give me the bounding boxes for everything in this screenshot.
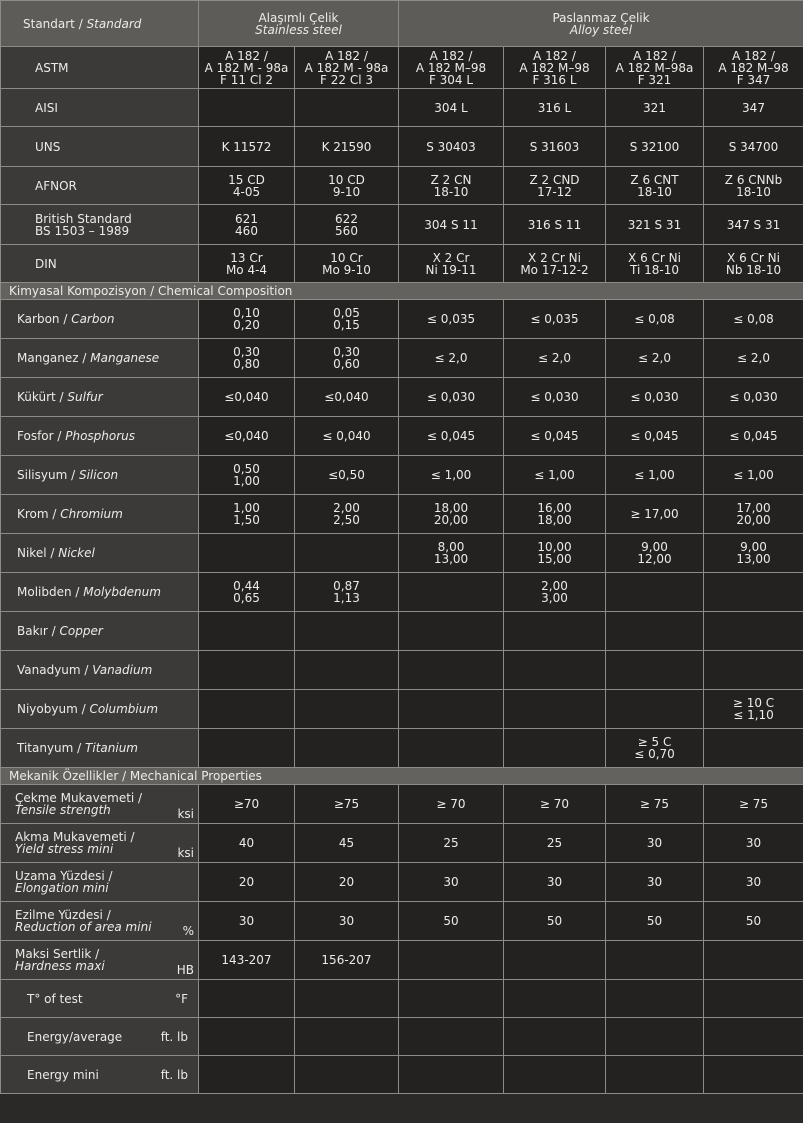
chemical-row <box>1 300 803 339</box>
value-cell: 316 L <box>504 89 606 127</box>
value-cell: 621 460 <box>199 205 295 245</box>
group2-title: Paslanmaz Çelik <box>552 10 650 25</box>
value-cell <box>504 612 606 651</box>
value-cell: 16,00 18,00 <box>504 495 606 534</box>
value-cell: ≤ 2,0 <box>606 339 704 378</box>
standard-row <box>1 89 803 127</box>
value-cell: ≤ 0,045 <box>704 417 803 456</box>
value-cell: 0,87 1,13 <box>295 573 399 612</box>
value-cell: 50 <box>399 902 504 941</box>
value-cell: S 31603 <box>504 127 606 167</box>
element-label: Bakır / Copper <box>1 612 199 651</box>
value-cell <box>704 729 803 768</box>
section-title: Kimyasal Kompozisyon / Chemical Composition <box>1 283 803 300</box>
value-cell: X 6 Cr Ni Ti 18-10 <box>606 245 704 283</box>
value-cell: 45 <box>295 824 399 863</box>
value-cell: S 32100 <box>606 127 704 167</box>
value-cell <box>504 980 606 1018</box>
element-name-tr: Kükürt <box>17 390 56 404</box>
test-name: T° of test <box>27 991 83 1006</box>
test-unit: ft. lb <box>160 1029 188 1044</box>
element-name-en: Vanadium <box>92 663 153 677</box>
value-cell: A 182 / A 182 M–98 F 316 L <box>504 47 606 89</box>
value-cell: ≤ 0,045 <box>606 417 704 456</box>
element-name-tr: Fosfor <box>17 429 54 443</box>
element-name-en: Sulfur <box>67 390 103 404</box>
value-cell: 0,05 0,15 <box>295 300 399 339</box>
mechanical-row <box>1 863 803 902</box>
value-cell: ≥ 5 C ≤ 0,70 <box>606 729 704 768</box>
value-cell <box>199 534 295 573</box>
value-cell: ≤ 1,00 <box>704 456 803 495</box>
value-cell <box>199 651 295 690</box>
value-cell: ≤0,50 <box>295 456 399 495</box>
standard-name: DIN <box>1 245 199 283</box>
value-cell: 304 L <box>399 89 504 127</box>
value-cell: ≤ 1,00 <box>606 456 704 495</box>
value-cell: 0,30 0,60 <box>295 339 399 378</box>
value-cell: 0,30 0,80 <box>199 339 295 378</box>
value-cell <box>199 690 295 729</box>
value-cell: K 11572 <box>199 127 295 167</box>
mechanical-row <box>1 785 803 824</box>
value-cell <box>704 980 803 1018</box>
value-cell: A 182 / A 182 M–98 F 347 <box>704 47 803 89</box>
value-cell <box>295 89 399 127</box>
value-cell: 30 <box>295 902 399 941</box>
element-name-en: Chromium <box>60 507 123 521</box>
value-cell: ≥75 <box>295 785 399 824</box>
value-cell: A 182 / A 182 M–98a F 321 <box>606 47 704 89</box>
standard-label-en: Standard <box>86 16 142 31</box>
group1-title: Alaşımlı Çelik <box>258 10 339 25</box>
value-cell <box>704 651 803 690</box>
value-cell: 9,00 12,00 <box>606 534 704 573</box>
chemical-row <box>1 534 803 573</box>
value-cell: ≤ 0,035 <box>399 300 504 339</box>
value-cell: 20 <box>199 863 295 902</box>
property-label <box>1 902 199 941</box>
test-unit: ft. lb <box>160 1067 188 1082</box>
element-name-en: Titanium <box>85 741 138 755</box>
value-cell: 30 <box>704 863 803 902</box>
value-cell: 30 <box>199 902 295 941</box>
value-cell: 30 <box>606 863 704 902</box>
chemical-row <box>1 417 803 456</box>
value-cell: 1,00 1,50 <box>199 495 295 534</box>
value-cell <box>199 980 295 1018</box>
value-cell: ≤ 0,030 <box>504 378 606 417</box>
chemical-row <box>1 573 803 612</box>
value-cell: 25 <box>504 824 606 863</box>
element-name-tr: Bakır <box>17 624 48 638</box>
value-cell: A 182 / A 182 M - 98a F 11 Cl 2 <box>199 47 295 89</box>
value-cell <box>704 1018 803 1056</box>
value-cell: ≤ 1,00 <box>504 456 606 495</box>
value-cell <box>504 1018 606 1056</box>
standard-name: ASTM <box>1 47 199 89</box>
value-cell: ≤ 2,0 <box>399 339 504 378</box>
value-cell <box>504 1056 606 1094</box>
element-name-en: Columbium <box>89 702 159 716</box>
standard-name: UNS <box>1 127 199 167</box>
standard-row <box>1 205 803 245</box>
value-cell: K 21590 <box>295 127 399 167</box>
value-cell: 2,00 3,00 <box>504 573 606 612</box>
property-unit: ksi <box>177 807 194 821</box>
element-name-tr: Vanadyum <box>17 663 81 677</box>
value-cell: Z 2 CN 18-10 <box>399 167 504 205</box>
element-label: Fosfor / Phosphorus <box>1 417 199 456</box>
element-name-en: Silicon <box>78 468 119 482</box>
element-name-tr: Karbon <box>17 312 60 326</box>
value-cell <box>504 729 606 768</box>
value-cell: 321 <box>606 89 704 127</box>
value-cell <box>199 89 295 127</box>
value-cell: ≥ 70 <box>399 785 504 824</box>
value-cell: X 2 Cr Ni Mo 17-12-2 <box>504 245 606 283</box>
standard-row <box>1 47 803 89</box>
value-cell: ≥ 10 C ≤ 1,10 <box>704 690 803 729</box>
value-cell: 30 <box>606 824 704 863</box>
value-cell <box>606 612 704 651</box>
value-cell: ≤ 0,045 <box>504 417 606 456</box>
element-name-tr: Niyobyum <box>17 702 78 716</box>
value-cell <box>399 729 504 768</box>
property-name-en: Reduction of area mini <box>15 920 152 934</box>
element-name-en: Carbon <box>71 312 115 326</box>
value-cell: 20 <box>295 863 399 902</box>
property-name-tr: Akma Mukavemeti / <box>15 830 135 844</box>
value-cell <box>295 1056 399 1094</box>
test-row <box>1 1056 803 1094</box>
group2-subtitle: Alloy steel <box>569 22 633 37</box>
section-header <box>1 283 803 300</box>
value-cell: ≤ 0,040 <box>295 417 399 456</box>
element-label: Niyobyum / Columbium <box>1 690 199 729</box>
element-label: Karbon / Carbon <box>1 300 199 339</box>
value-cell <box>295 690 399 729</box>
property-label <box>1 941 199 980</box>
value-cell <box>199 1056 295 1094</box>
test-row <box>1 1018 803 1056</box>
element-name-tr: Nikel <box>17 546 47 560</box>
value-cell: A 182 / A 182 M–98 F 304 L <box>399 47 504 89</box>
test-row <box>1 980 803 1018</box>
chemical-row <box>1 495 803 534</box>
chemical-row <box>1 690 803 729</box>
element-name-en: Molybdenum <box>83 585 161 599</box>
value-cell: 316 S 11 <box>504 205 606 245</box>
group1-subtitle: Stainless steel <box>255 22 342 37</box>
property-name-en: Yield stress mini <box>15 842 114 856</box>
element-label: Kükürt / Sulfur <box>1 378 199 417</box>
section-header <box>1 768 803 785</box>
value-cell: 10,00 15,00 <box>504 534 606 573</box>
value-cell: ≤ 0,030 <box>704 378 803 417</box>
value-cell <box>704 1056 803 1094</box>
value-cell <box>704 612 803 651</box>
value-cell: 0,50 1,00 <box>199 456 295 495</box>
value-cell <box>295 729 399 768</box>
property-unit: % <box>182 924 194 938</box>
header-row <box>1 1 803 47</box>
element-label: Molibden / Molybdenum <box>1 573 199 612</box>
value-cell: ≤ 0,030 <box>399 378 504 417</box>
value-cell: ≤ 2,0 <box>704 339 803 378</box>
value-cell: ≥ 75 <box>704 785 803 824</box>
value-cell <box>606 651 704 690</box>
property-name-en: Elongation mini <box>15 881 109 895</box>
element-label: Silisyum / Silicon <box>1 456 199 495</box>
value-cell <box>295 980 399 1018</box>
chemical-row <box>1 339 803 378</box>
property-label <box>1 785 199 824</box>
value-cell <box>199 729 295 768</box>
value-cell: S 30403 <box>399 127 504 167</box>
property-name-tr: Uzama Yüzdesi / <box>15 869 113 883</box>
element-label: Nikel / Nickel <box>1 534 199 573</box>
group1-header <box>199 1 399 47</box>
value-cell: 10 CD 9-10 <box>295 167 399 205</box>
property-name-en: Tensile strength <box>15 803 111 817</box>
mechanical-row <box>1 824 803 863</box>
element-name-tr: Krom <box>17 507 49 521</box>
property-name-tr: Maksi Sertlik / <box>15 947 100 961</box>
value-cell: 0,44 0,65 <box>199 573 295 612</box>
element-label: Titanyum / Titanium <box>1 729 199 768</box>
value-cell: ≤ 0,035 <box>504 300 606 339</box>
element-name-en: Manganese <box>90 351 160 365</box>
value-cell: 30 <box>504 863 606 902</box>
element-name-en: Phosphorus <box>65 429 136 443</box>
value-cell: ≤0,040 <box>199 417 295 456</box>
value-cell: 50 <box>704 902 803 941</box>
value-cell: 321 S 31 <box>606 205 704 245</box>
value-cell: 143-207 <box>199 941 295 980</box>
standard-row <box>1 127 803 167</box>
value-cell: 50 <box>606 902 704 941</box>
value-cell <box>606 1018 704 1056</box>
value-cell <box>295 651 399 690</box>
value-cell: 9,00 13,00 <box>704 534 803 573</box>
value-cell: 304 S 11 <box>399 205 504 245</box>
standard-label: Standart <box>23 16 75 31</box>
element-name-en: Nickel <box>58 546 95 560</box>
element-name-en: Copper <box>59 624 103 638</box>
property-label <box>1 863 199 902</box>
element-label: Krom / Chromium <box>1 495 199 534</box>
standard-row <box>1 167 803 205</box>
property-name-en: Hardness maxi <box>15 959 105 973</box>
value-cell <box>199 612 295 651</box>
value-cell: 2,00 2,50 <box>295 495 399 534</box>
value-cell <box>199 1018 295 1056</box>
value-cell: Z 6 CNNb 18-10 <box>704 167 803 205</box>
value-cell <box>399 573 504 612</box>
value-cell <box>399 980 504 1018</box>
value-cell: 30 <box>399 863 504 902</box>
test-unit: °F <box>175 991 188 1006</box>
value-cell <box>399 690 504 729</box>
value-cell: 8,00 13,00 <box>399 534 504 573</box>
element-name-tr: Silisyum <box>17 468 68 482</box>
value-cell <box>606 573 704 612</box>
value-cell <box>504 941 606 980</box>
value-cell: ≥ 75 <box>606 785 704 824</box>
test-label <box>1 980 199 1018</box>
standard-header: Standart / Standard <box>1 1 199 47</box>
value-cell: ≤ 0,030 <box>606 378 704 417</box>
standard-name: British Standard BS 1503 – 1989 <box>1 205 199 245</box>
value-cell <box>399 651 504 690</box>
value-cell <box>704 573 803 612</box>
chemical-row <box>1 612 803 651</box>
element-label: Vanadyum / Vanadium <box>1 651 199 690</box>
value-cell <box>399 612 504 651</box>
value-cell <box>606 980 704 1018</box>
value-cell: 13 Cr Mo 4-4 <box>199 245 295 283</box>
value-cell <box>295 612 399 651</box>
value-cell: 25 <box>399 824 504 863</box>
value-cell: ≤ 0,08 <box>704 300 803 339</box>
element-name-tr: Manganez <box>17 351 79 365</box>
value-cell <box>295 1018 399 1056</box>
value-cell: 347 <box>704 89 803 127</box>
test-name: Energy/average <box>27 1029 123 1044</box>
property-name-tr: Çekme Mukavemeti / <box>15 791 143 805</box>
value-cell: X 2 Cr Ni 19-11 <box>399 245 504 283</box>
value-cell: ≤ 0,045 <box>399 417 504 456</box>
value-cell: S 34700 <box>704 127 803 167</box>
value-cell <box>606 941 704 980</box>
property-unit: HB <box>176 963 194 977</box>
standard-name: AFNOR <box>1 167 199 205</box>
value-cell: A 182 / A 182 M - 98a F 22 Cl 3 <box>295 47 399 89</box>
value-cell <box>295 534 399 573</box>
value-cell: ≥ 70 <box>504 785 606 824</box>
value-cell: 18,00 20,00 <box>399 495 504 534</box>
value-cell: ≤ 2,0 <box>504 339 606 378</box>
value-cell: ≥70 <box>199 785 295 824</box>
property-label <box>1 824 199 863</box>
value-cell: 15 CD 4-05 <box>199 167 295 205</box>
value-cell: Z 6 CNT 18-10 <box>606 167 704 205</box>
property-unit: ksi <box>177 846 194 860</box>
value-cell <box>399 1056 504 1094</box>
value-cell: 10 Cr Mo 9-10 <box>295 245 399 283</box>
element-name-tr: Titanyum <box>17 741 74 755</box>
element-name-tr: Molibden <box>17 585 72 599</box>
property-name-tr: Ezilme Yüzdesi / <box>15 908 111 922</box>
chemical-row <box>1 729 803 768</box>
value-cell <box>399 1018 504 1056</box>
value-cell <box>704 941 803 980</box>
test-label <box>1 1056 199 1094</box>
value-cell: X 6 Cr Ni Nb 18-10 <box>704 245 803 283</box>
test-name: Energy mini <box>27 1067 99 1082</box>
value-cell <box>606 1056 704 1094</box>
value-cell <box>504 651 606 690</box>
value-cell: Z 2 CND 17-12 <box>504 167 606 205</box>
element-label: Manganez / Manganese <box>1 339 199 378</box>
value-cell: ≤0,040 <box>295 378 399 417</box>
chemical-row <box>1 378 803 417</box>
standard-row <box>1 245 803 283</box>
value-cell: 156-207 <box>295 941 399 980</box>
value-cell: 30 <box>704 824 803 863</box>
value-cell: ≤0,040 <box>199 378 295 417</box>
value-cell: 17,00 20,00 <box>704 495 803 534</box>
value-cell: ≤ 0,08 <box>606 300 704 339</box>
value-cell: ≤ 1,00 <box>399 456 504 495</box>
group2-header <box>399 1 803 47</box>
standard-name: AISI <box>1 89 199 127</box>
chemical-row <box>1 456 803 495</box>
value-cell: ≥ 17,00 <box>606 495 704 534</box>
value-cell <box>399 941 504 980</box>
mechanical-row <box>1 902 803 941</box>
section-title: Mekanik Özellikler / Mechanical Properties <box>1 768 803 785</box>
mechanical-row <box>1 941 803 980</box>
value-cell: 622 560 <box>295 205 399 245</box>
value-cell: 40 <box>199 824 295 863</box>
value-cell <box>606 690 704 729</box>
test-label <box>1 1018 199 1056</box>
chemical-row <box>1 651 803 690</box>
value-cell <box>504 690 606 729</box>
value-cell: 347 S 31 <box>704 205 803 245</box>
value-cell: 50 <box>504 902 606 941</box>
value-cell: 0,10 0,20 <box>199 300 295 339</box>
